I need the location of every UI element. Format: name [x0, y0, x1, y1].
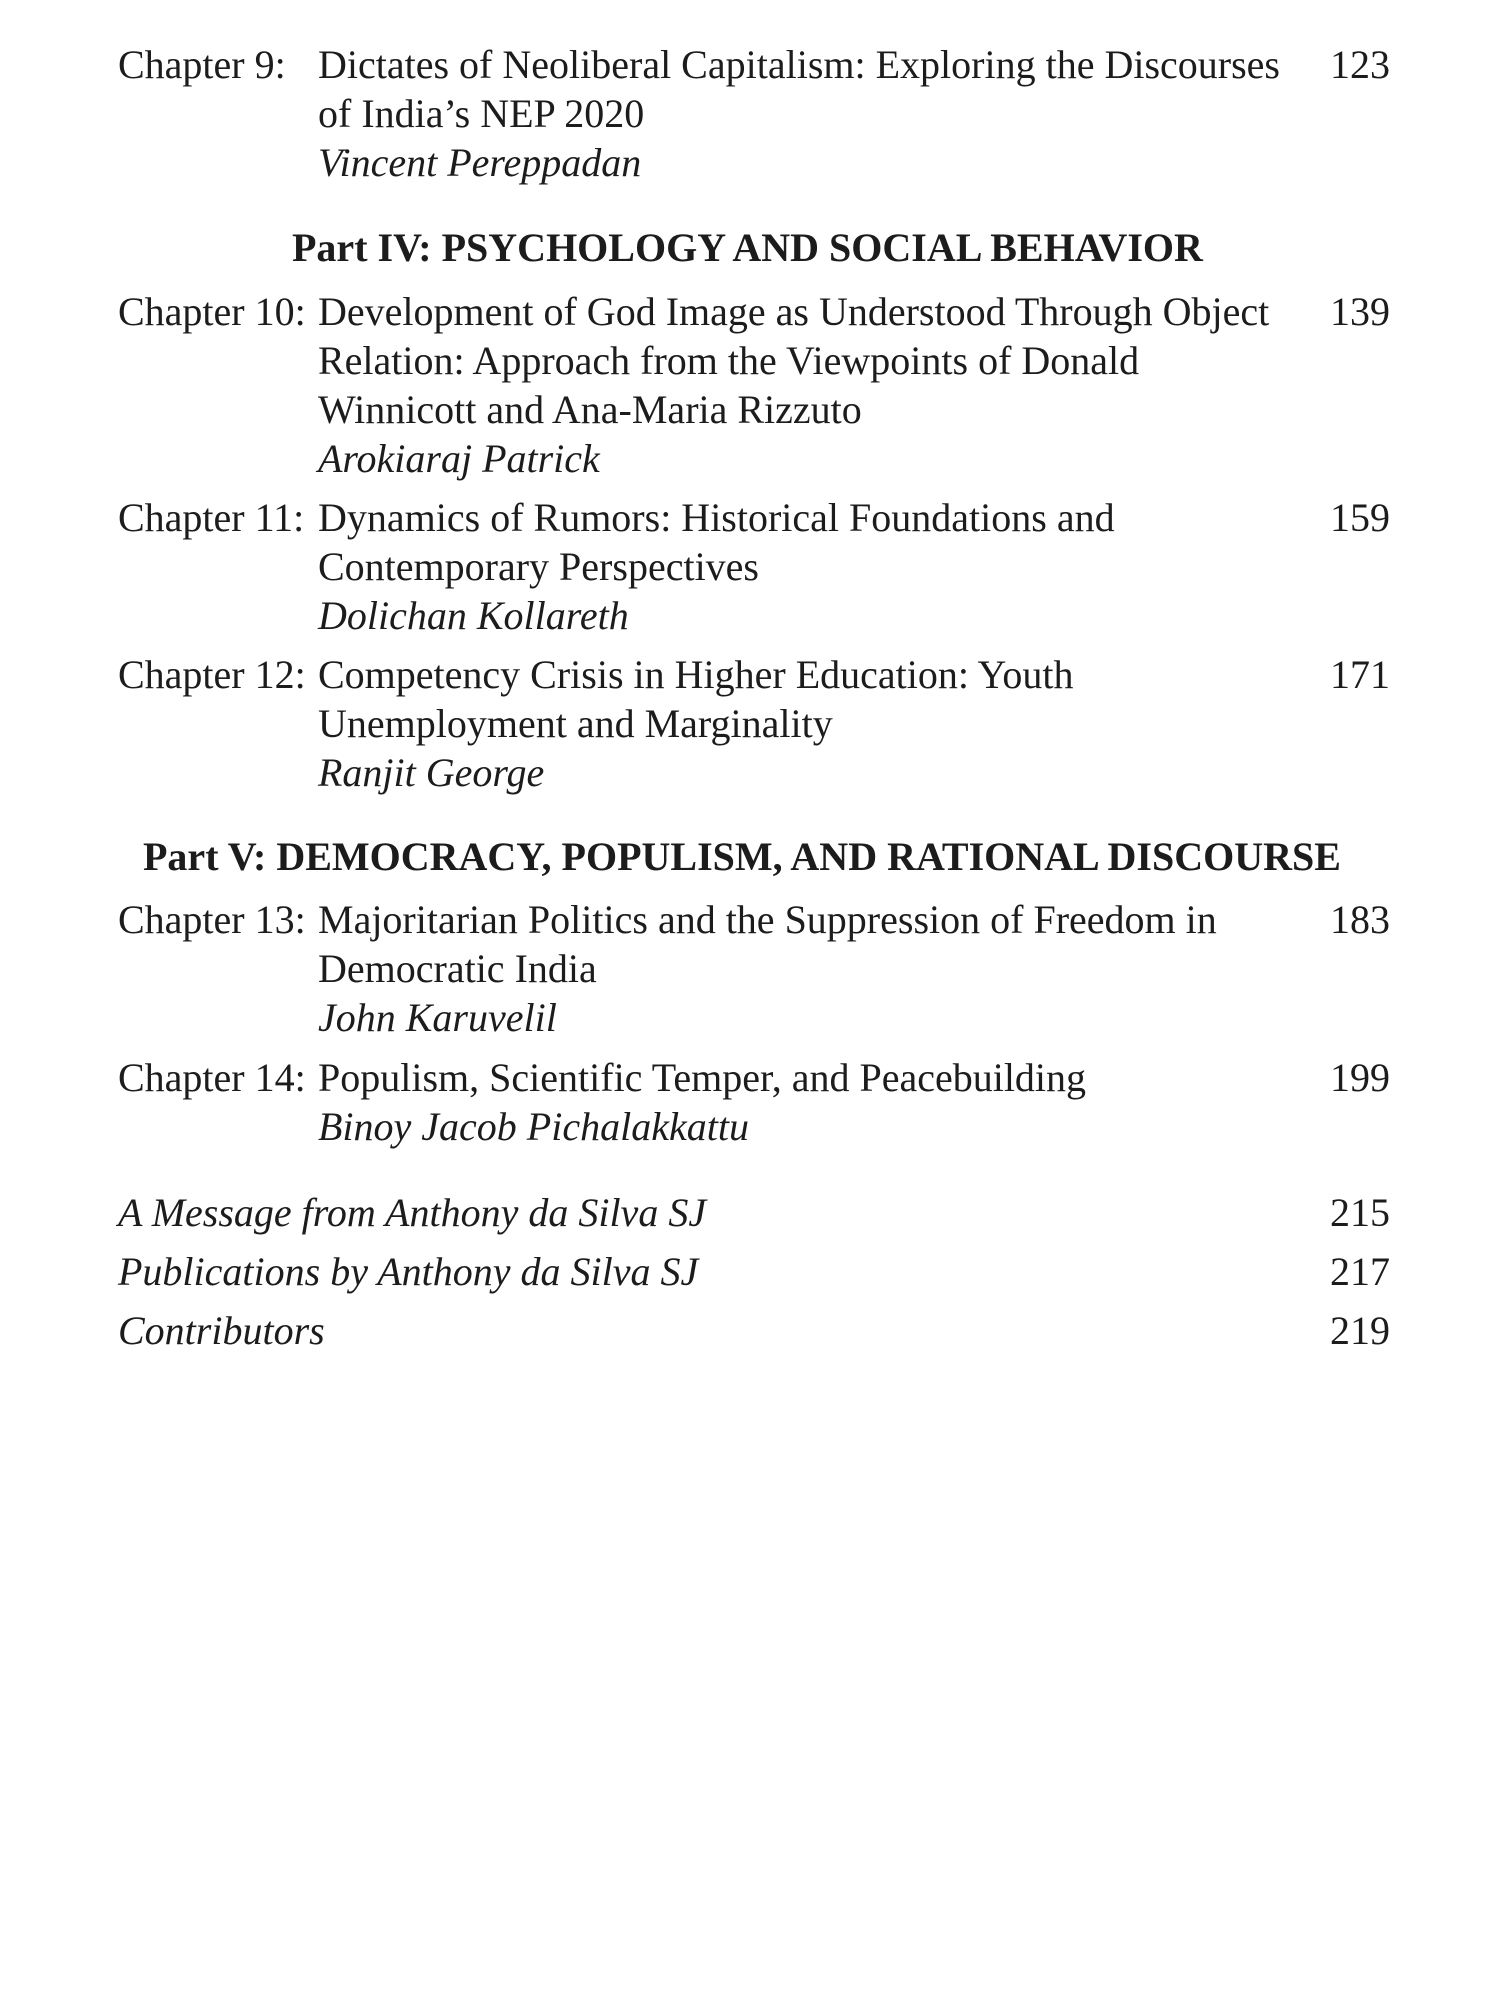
chapter-author: John Karuvelil: [318, 995, 557, 1040]
chapter-title-line: of India’s NEP 2020: [318, 91, 645, 136]
chapter-author: Binoy Jacob Pichalakkattu: [318, 1104, 749, 1149]
chapter-body: [318, 40, 1318, 187]
part-heading: Part V: DEMOCRACY, POPULISM, AND RATIONAL DISCOURSE: [143, 834, 1341, 879]
chapter-title-line: Relation: Approach from the Viewpoints of Donald: [318, 338, 1140, 383]
chapter-body: [318, 1053, 1318, 1151]
chapter-title-line: Democratic India: [318, 946, 597, 991]
back-matter-label: A Message from Anthony da Silva SJ: [118, 1190, 707, 1235]
back-matter-page-number: 215: [1330, 1190, 1390, 1235]
chapter-label: Chapter 10:: [118, 289, 306, 334]
chapter-title-line: Development of God Image as Understood Through Object: [318, 289, 1270, 334]
chapter-page-number: 199: [1330, 1055, 1390, 1100]
chapter-body: [318, 650, 1318, 797]
chapter-title-line: Unemployment and Marginality: [318, 701, 833, 746]
chapter-title-line: Dynamics of Rumors: Historical Foundations and: [318, 495, 1115, 540]
back-matter-page-number: 219: [1330, 1308, 1390, 1353]
chapter-label: Chapter 12:: [118, 652, 306, 697]
chapter-title-line: Competency Crisis in Higher Education: Youth: [318, 652, 1074, 697]
chapter-author: Dolichan Kollareth: [318, 593, 629, 638]
chapter-page-number: 171: [1330, 652, 1390, 697]
back-matter-label: Publications by Anthony da Silva SJ: [118, 1249, 699, 1294]
back-matter-label: Contributors: [118, 1308, 325, 1353]
chapter-author: Arokiaraj Patrick: [318, 436, 600, 481]
back-matter-page-number: 217: [1330, 1249, 1390, 1294]
chapter-title-line: Populism, Scientific Temper, and Peacebuilding: [318, 1055, 1087, 1100]
chapter-author: Ranjit George: [318, 750, 545, 795]
chapter-label: Chapter 9:: [118, 42, 286, 87]
chapter-title-line: Winnicott and Ana-Maria Rizzuto: [318, 387, 862, 432]
chapter-page-number: 159: [1330, 495, 1390, 540]
chapter-body: [318, 287, 1318, 483]
chapter-label: Chapter 13:: [118, 897, 306, 942]
chapter-body: [318, 493, 1318, 640]
chapter-page-number: 123: [1330, 42, 1390, 87]
chapter-title-line: Contemporary Perspectives: [318, 544, 759, 589]
chapter-body: [318, 895, 1318, 1042]
part-heading: Part IV: PSYCHOLOGY AND SOCIAL BEHAVIOR: [292, 225, 1203, 270]
chapter-title-line: Dictates of Neoliberal Capitalism: Exploring the Discourses: [318, 42, 1280, 87]
chapter-title-line: Majoritarian Politics and the Suppression of Freedom in: [318, 897, 1217, 942]
chapter-author: Vincent Pereppadan: [318, 140, 642, 185]
chapter-page-number: 183: [1330, 897, 1390, 942]
chapter-page-number: 139: [1330, 289, 1390, 334]
chapter-label: Chapter 11:: [118, 495, 305, 540]
chapter-label: Chapter 14:: [118, 1055, 306, 1100]
